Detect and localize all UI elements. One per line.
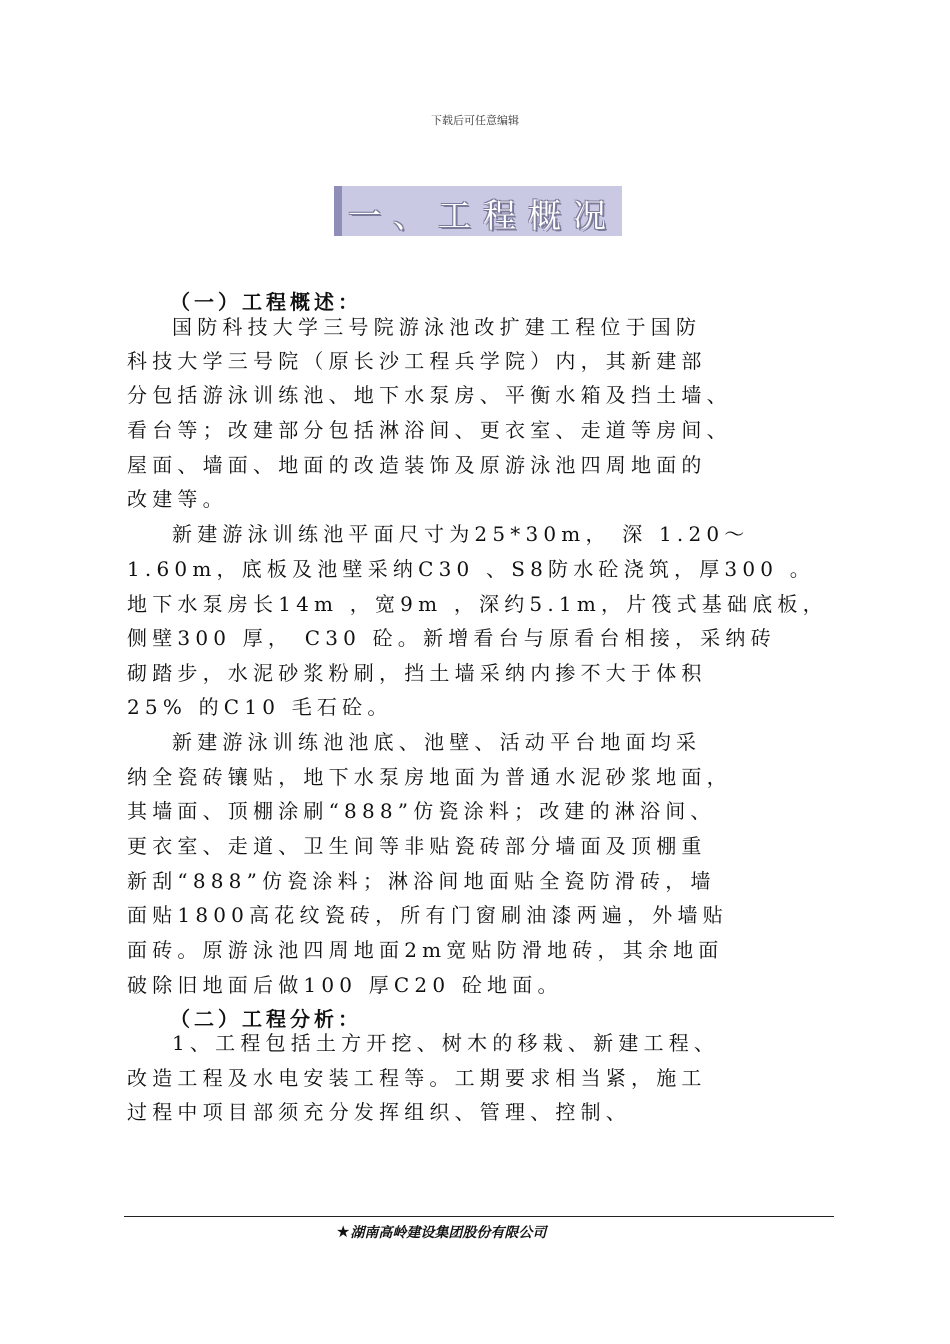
section-heading-overview: （一）工程概述：: [170, 290, 362, 314]
footer-company-name: 湖南高岭建设集团股份有限公司: [350, 1225, 547, 1241]
body-line: 新建游泳训练池池底、池壁、活动平台地面均采: [172, 730, 702, 754]
body-line: 科技大学三号院（原长沙工程兵学院）内，其新建部: [127, 349, 707, 373]
page-title: 一、工程概况: [348, 196, 618, 235]
footer: [336, 1222, 546, 1242]
body-line: 侧壁300 厚， C30 砼。新增看台与原看台相接，采纳砖: [127, 626, 776, 650]
body-line: 屋面、墙面、地面的改造装饰及原游泳池四周地面的: [127, 453, 707, 477]
body-line: 看台等；改建部分包括淋浴间、更衣室、走道等房间、: [127, 418, 732, 442]
body-line: 改建等。: [127, 487, 228, 511]
header-note: 下载后可任意编辑: [431, 114, 519, 127]
body-line: 国防科技大学三号院游泳池改扩建工程位于国防: [172, 315, 702, 339]
body-line: 分包括游泳训练池、地下水泵房、平衡水箱及挡土墙、: [127, 383, 732, 407]
body-line: 其墙面、顶棚涂刷“888”仿瓷涂料；改建的淋浴间、: [127, 799, 716, 823]
body-line: 更衣室、走道、卫生间等非贴瓷砖部分墙面及顶棚重: [127, 834, 707, 858]
body-line: 1、工程包括土方开挖、树木的移栽、新建工程、: [172, 1031, 720, 1055]
body-line: 地下水泵房长14m ，宽9m ，深约5.1m，片筏式基础底板，: [127, 592, 828, 616]
body-line: 1.60m，底板及池壁采纳C30 、S8防水砼浇筑，厚300 。: [127, 557, 815, 581]
body-line: 破除旧地面后做100 厚C20 砼地面。: [127, 973, 563, 997]
section-heading-analysis: （二）工程分析：: [170, 1007, 362, 1031]
body-line: 面砖。原游泳池四周地面2m宽贴防滑地砖，其余地面: [127, 938, 724, 962]
body-line: 面贴1800高花纹瓷砖，所有门窗刷油漆两遍，外墙贴: [127, 903, 728, 927]
body-line: 新建游泳训练池平面尺寸为25*30m， 深 1.20～: [172, 522, 750, 546]
body-line: 过程中项目部须充分发挥组织、管理、控制、: [127, 1100, 631, 1124]
footer-divider: [124, 1216, 834, 1217]
body-line: 改造工程及水电安装工程等。工期要求相当紧，施工: [127, 1066, 707, 1090]
body-line: 25% 的C10 毛石砼。: [127, 695, 393, 719]
body-line: 纳全瓷砖镶贴，地下水泵房地面为普通水泥砂浆地面，: [127, 765, 732, 789]
star-icon: ★: [336, 1222, 351, 1241]
title-banner: [334, 186, 622, 236]
body-line: 新刮“888”仿瓷涂料；淋浴间地面贴全瓷防滑砖，墙: [127, 869, 716, 893]
body-line: 砌踏步，水泥砂浆粉刷，挡土墙采纳内掺不大于体积: [127, 661, 707, 685]
